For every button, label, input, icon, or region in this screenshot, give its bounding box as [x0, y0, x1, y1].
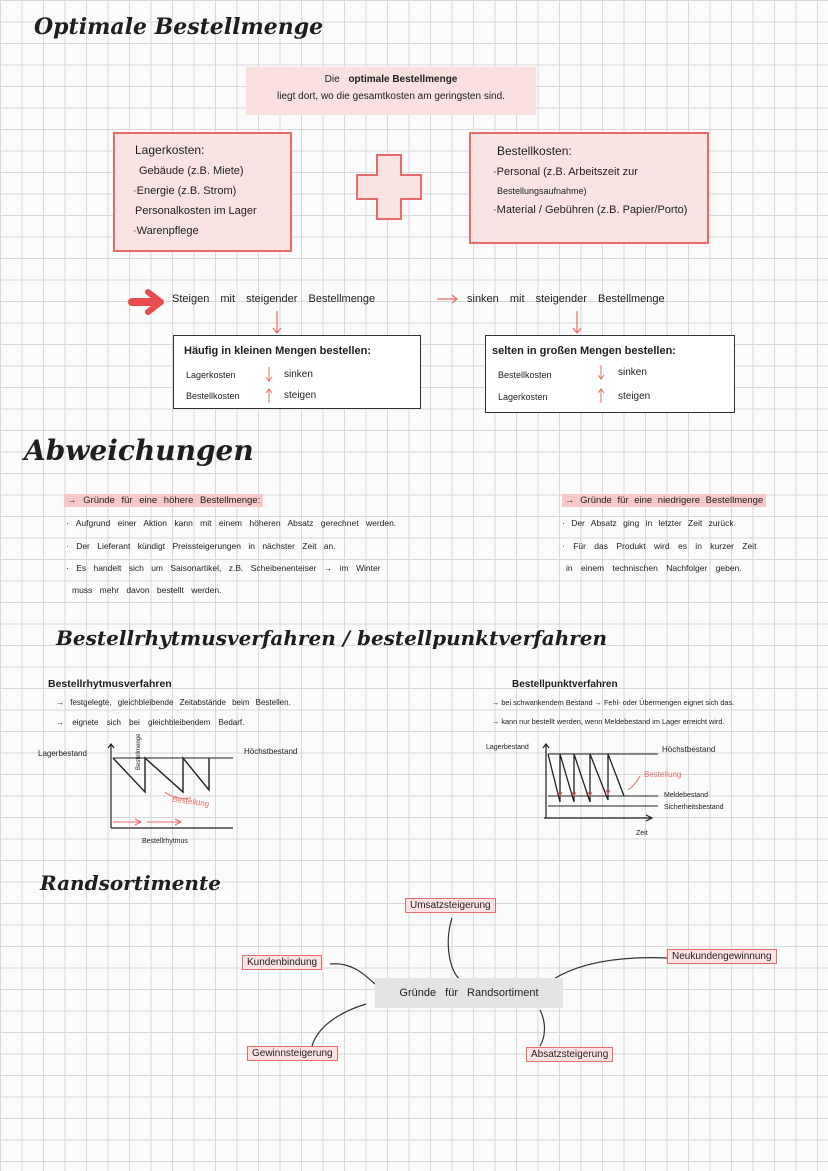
randsortimente-title: Randsortimente	[40, 871, 221, 895]
bestellkosten-item: Bestellungsaufnahme)	[497, 186, 587, 196]
punkt-max-label: Höchstbestand	[662, 745, 716, 754]
mindmap-node-bottom-right: Absatzsteigerung	[526, 1047, 613, 1062]
selten-row1-value: sinken	[618, 367, 647, 378]
rhytmus-heading: Bestellrhytmusverfahren	[48, 678, 172, 690]
mindmap-center: Gründe für Randsortiment	[375, 978, 563, 1008]
selten-row1-label: Bestellkosten	[498, 370, 552, 380]
hoehere-item: · Der Lieferant kündigt Preissteigerungen in nächster Zeit an.	[66, 541, 336, 551]
mindmap-node-left: Kundenbindung	[242, 955, 322, 970]
hoehere-heading: → Gründe für eine höhere Bestellmenge:	[64, 494, 263, 507]
sinken-label: sinken mit steigender Bestellmenge	[467, 293, 665, 305]
lagerkosten-item: Gebäude (z.B. Miete)	[139, 165, 244, 177]
abweichungen-title: Abweichungen	[24, 434, 254, 467]
punkt-item: → bei schwankendem Bestand → Fehl- oder Übermengen eignet sich das.	[492, 698, 735, 707]
punkt-x-label: Zeit	[636, 830, 648, 837]
hoehere-item: muss mehr davon bestellt werden.	[72, 585, 222, 595]
hoehere-item: · Es handelt sich um Saisonartikel, z.B. Scheibenenteiser → im Winter	[66, 563, 381, 573]
niedrigere-heading: → Gründe für eine niedrigere Bestellmenge	[562, 494, 766, 507]
haeufig-row2-label: Bestellkosten	[186, 391, 240, 401]
mindmap-node-top: Umsatzsteigerung	[405, 898, 496, 913]
bestellkosten-item: ·Personal (z.B. Arbeitszeit zur	[493, 166, 638, 178]
rhytmus-max-label: Höchstbestand	[244, 747, 298, 756]
lagerkosten-item: ·Warenpflege	[133, 225, 199, 237]
definition-die: Die	[324, 74, 340, 85]
haeufig-row1-label: Lagerkosten	[186, 370, 236, 380]
niedrigere-item: · Für das Produkt wird es in kurzer Zeit	[562, 541, 757, 551]
lagerkosten-title: Lagerkosten:	[135, 143, 205, 157]
punkt-melde-label: Meldebestand	[664, 792, 708, 799]
selten-row2-value: steigen	[618, 391, 651, 402]
steigen-label: Steigen mit steigender Bestellmenge	[172, 293, 376, 305]
definition-term: optimale Bestellmenge	[348, 74, 458, 85]
bestellkosten-item: ·Material / Gebühren (z.B. Papier/Porto)	[493, 204, 688, 216]
punkt-order-label: Bestellung	[644, 770, 682, 779]
rhytmus-item: → eignete sich bei gleichbleibendem Bedarf.	[56, 718, 245, 727]
bestellkosten-title: Bestellkosten:	[497, 144, 572, 158]
mindmap-node-right: Neukundengewinnung	[667, 949, 777, 964]
rhytmus-x-label: Bestellrhytmus	[142, 838, 188, 845]
punkt-sicher-label: Sicherheitsbestand	[664, 804, 724, 811]
hoehere-item: · Aufgrund einer Aktion kann mit einem höheren Absatz gerechnet werden.	[66, 518, 397, 528]
selten-title: selten in großen Mengen bestellen:	[492, 345, 676, 357]
haeufig-row1-value: sinken	[284, 369, 313, 380]
niedrigere-item: in einem technischen Nachfolger geben.	[566, 563, 742, 573]
definition-line-2: liegt dort, wo die gesamtkosten am geringsten sind.	[277, 91, 505, 102]
rhytmus-item: → festgelegte, gleichbleibende Zeitabstände beim Bestellen.	[56, 698, 291, 707]
punkt-y-label: Lagerbestand	[486, 744, 529, 751]
haeufig-title: Häufig in kleinen Mengen bestellen:	[184, 345, 372, 357]
lagerkosten-item: Personalkosten im Lager	[135, 205, 257, 217]
page-title: Optimale Bestellmenge	[34, 14, 324, 40]
rhytmus-y-label: Lagerbestand	[38, 749, 87, 758]
mindmap-node-bottom-left: Gewinnsteigerung	[247, 1046, 338, 1061]
rhytmus-order-label: Bestellung	[171, 794, 210, 809]
rhytmus-vertical-label: Bestellmenge	[136, 733, 142, 770]
punkt-heading: Bestellpunktverfahren	[512, 679, 618, 690]
verfahren-title: Bestellrhytmusverfahren / bestellpunktverfahren	[56, 626, 608, 650]
haeufig-row2-value: steigen	[284, 390, 317, 401]
lagerkosten-item: ·Energie (z.B. Strom)	[133, 185, 237, 197]
punkt-item: → kann nur bestellt werden, wenn Meldebestand im Lager erreicht wird.	[492, 717, 725, 726]
selten-row2-label: Lagerkosten	[498, 392, 548, 402]
niedrigere-item: · Der Absatz ging in letzter Zeit zurück	[562, 518, 734, 528]
